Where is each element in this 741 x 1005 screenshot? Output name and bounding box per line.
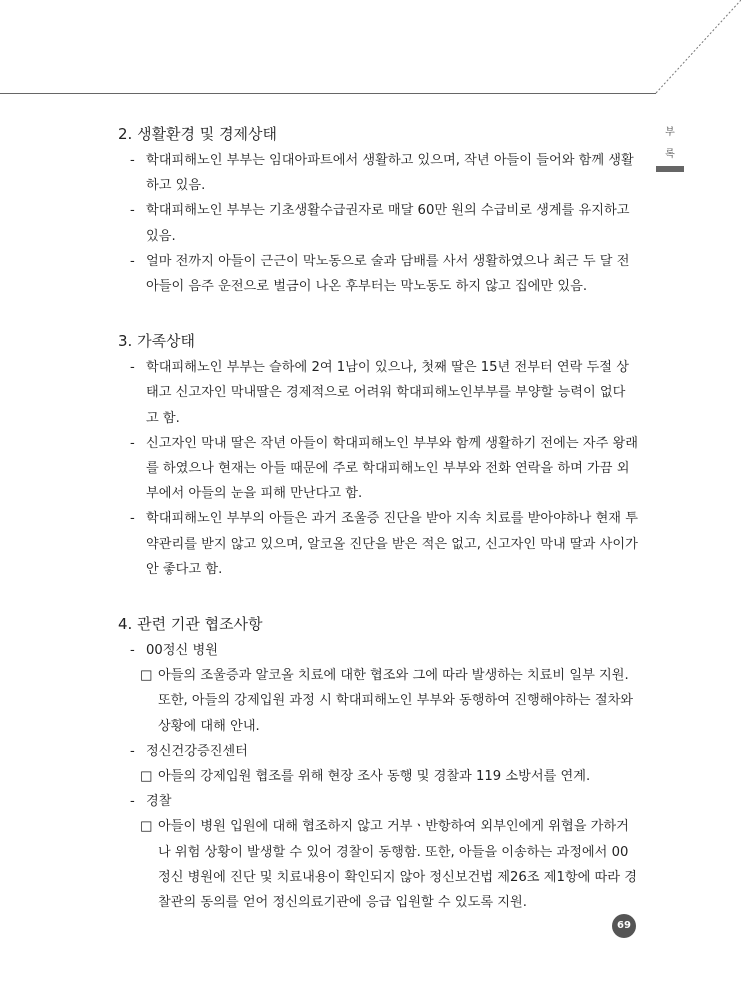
appendix-tab-char: 부: [665, 127, 675, 138]
agency-detail-text: 아들의 조울증과 알코올 치료에 대한 협조와 그에 따라 발생하는 치료비 일부 지원. 또한, 아들의 강제입원 과정 시 학대피해노인 부부와 동행하여 진행해야하는 절차와 상황에 대해 안내.: [158, 668, 634, 734]
section-title: 3. 가족상태: [118, 332, 196, 351]
document-body: [118, 120, 638, 943]
page-corner-decoration: [0, 0, 741, 100]
dash-marker: -: [130, 511, 135, 527]
agency-name: 경찰: [146, 794, 172, 810]
agency-name: 정신건강증진센터: [146, 743, 248, 759]
agency-detail: [118, 663, 638, 739]
dash-marker: -: [130, 153, 135, 168]
section-agency-cooperation: [118, 610, 638, 915]
header-rule: [0, 93, 656, 94]
agency-detail-text: 아들의 강제입원 협조를 위해 현장 조사 동행 및 경찰과 119 소방서를 연계.: [158, 769, 591, 785]
section-family-status: [118, 327, 638, 582]
dash-marker: -: [130, 360, 135, 376]
agency-heading: [118, 789, 638, 814]
list-item: [118, 198, 638, 248]
section-title: 2. 생활환경 및 경제상태: [118, 125, 278, 143]
appendix-tab-char: 록: [665, 149, 675, 160]
section-title: 4. 관련 기관 협조사항: [118, 615, 263, 634]
list-item-text: 얼마 전까지 아들이 근근이 막노동으로 술과 담배를 사서 생활하였으나 최근 두 달 전 아들이 음주 운전으로 벌금이 나온 후부터는 막노동도 하지 않고 집에만 있음.: [146, 253, 630, 295]
checkbox-bullet-icon: □: [140, 769, 153, 785]
dash-marker: -: [130, 203, 135, 219]
dash-marker: -: [130, 794, 135, 810]
agency-name: 00정신 병원: [146, 643, 218, 659]
agency-detail: [118, 814, 638, 915]
list-item: [118, 148, 638, 198]
section-living-environment: [118, 120, 638, 299]
list-item: [118, 249, 638, 299]
checkbox-bullet-icon: □: [140, 668, 153, 684]
appendix-tab-bar: [656, 166, 684, 172]
list-item-text: 학대피해노인 부부의 아들은 과거 조울증 진단을 받아 지속 치료를 받아야하나 현재 투약관리를 받지 않고 있으며, 알코올 진단을 받은 적은 없고, 신고자인 막내 딸과 사이가 안 좋다고 함.: [146, 511, 638, 577]
list-item-text: 학대피해노인 부부는 기초생활수급권자로 매달 60만 원의 수급비로 생계를 유지하고 있음.: [146, 203, 630, 244]
checkbox-bullet-icon: □: [140, 819, 153, 835]
agency-heading: [118, 739, 638, 764]
dash-marker: -: [130, 435, 135, 451]
list-item: [118, 431, 638, 507]
agency-detail: [118, 764, 638, 789]
dash-marker: -: [130, 743, 135, 759]
list-item: [118, 506, 638, 582]
appendix-tab: [656, 122, 684, 166]
list-item-text: 신고자인 막내 딸은 작년 아들이 학대피해노인 부부와 함께 생활하기 전에는 자주 왕래를 하였으나 현재는 아들 때문에 주로 학대피해노인 부부와 전화 연락을 하며 가끔 외부에서 아들의 눈을 피해 만난다고 함.: [146, 435, 638, 502]
page-number-badge: 69: [612, 914, 636, 938]
agency-heading: [118, 638, 638, 663]
list-item-text: 학대피해노인 부부는 슬하에 2여 1남이 있으나, 첫째 딸은 15년 전부터 연락 두절 상태고 신고자인 막내딸은 경제적으로 어려워 학대피해노인부부를 부양할 능력이 없다고 함.: [146, 360, 629, 426]
dash-marker: -: [130, 643, 135, 659]
dash-marker: -: [130, 253, 135, 269]
list-item: [118, 355, 638, 431]
agency-detail-text: 아들이 병원 입원에 대해 협조하지 않고 거부ㆍ반항하여 외부인에게 위협을 가하거나 위험 상황이 발생할 수 있어 경찰이 동행함. 또한, 아들을 이송하는 과정에서 00정신 병원에 진단 및 치료내용이 확인되지 않아 정신보건법 제26조 제1항에 따라 경찰관의 동의를 얻어 정신의료기관에 응급 입원할 수 있도록 지원.: [158, 819, 637, 911]
list-item-text: 학대피해노인 부부는 임대아파트에서 생활하고 있으며, 작년 아들이 들어와 함께 생활하고 있음.: [146, 153, 634, 194]
